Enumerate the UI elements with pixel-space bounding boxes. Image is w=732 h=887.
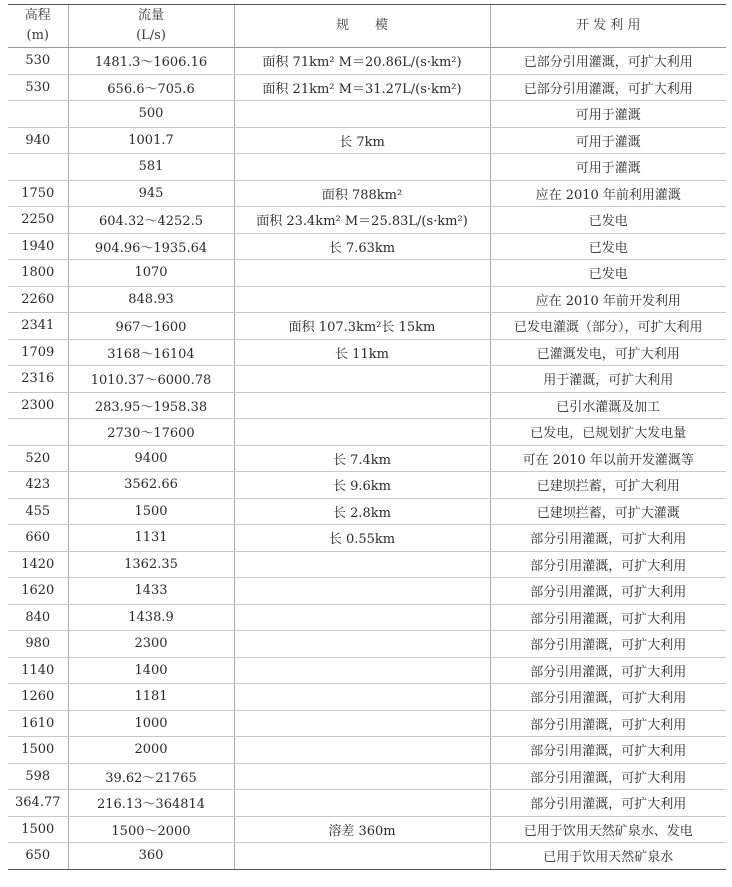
use-cell: 已部分引用灌溉，可扩大利用 <box>490 48 726 75</box>
elevation-cell: 1620 <box>8 578 68 605</box>
use-cell: 可用于灌溉 <box>490 154 726 181</box>
flow-cell: 216.13～364814 <box>68 790 234 817</box>
table-row <box>8 180 726 207</box>
use-cell: 部分引用灌溉，可扩大利用 <box>490 763 726 790</box>
elevation-cell: 423 <box>8 472 68 499</box>
flow-cell: 604.32～4252.5 <box>68 207 234 234</box>
header-elevation-unit: (m) <box>26 28 49 43</box>
table-row <box>8 816 726 843</box>
table-row <box>8 843 726 870</box>
scale-cell <box>234 657 490 684</box>
elevation-cell: 1940 <box>8 233 68 260</box>
use-cell: 部分引用灌溉，可扩大利用 <box>490 710 726 737</box>
elevation-cell: 1500 <box>8 816 68 843</box>
table-row <box>8 313 726 340</box>
elevation-cell: 980 <box>8 631 68 658</box>
scale-cell: 长 11km <box>234 339 490 366</box>
scale-cell: 长 0.55km <box>234 525 490 552</box>
flow-cell: 1181 <box>68 684 234 711</box>
use-cell: 部分引用灌溉，可扩大利用 <box>490 631 726 658</box>
scale-cell <box>234 101 490 128</box>
flow-cell: 1438.9 <box>68 604 234 631</box>
flow-cell: 848.93 <box>68 286 234 313</box>
flow-cell: 1070 <box>68 260 234 287</box>
flow-cell: 1010.37～6000.78 <box>68 366 234 393</box>
elevation-cell <box>8 101 68 128</box>
elevation-cell: 1800 <box>8 260 68 287</box>
table-row <box>8 419 726 446</box>
header-scale-label: 规 模 <box>335 18 388 33</box>
scale-cell <box>234 843 490 870</box>
scale-cell <box>234 631 490 658</box>
use-cell: 应在 2010 年前利用灌溉 <box>490 180 726 207</box>
table-row <box>8 578 726 605</box>
table-row <box>8 366 726 393</box>
scale-cell <box>234 737 490 764</box>
use-cell: 部分引用灌溉，可扩大利用 <box>490 525 726 552</box>
table-row <box>8 101 726 128</box>
elevation-cell: 2260 <box>8 286 68 313</box>
header-elevation <box>8 5 68 48</box>
table-row <box>8 339 726 366</box>
use-cell: 已建坝拦蓄，可扩大利用 <box>490 472 726 499</box>
table-row <box>8 604 726 631</box>
use-cell: 已引水灌溉及加工 <box>490 392 726 419</box>
scale-cell: 溶差 360m <box>234 816 490 843</box>
use-cell: 部分引用灌溉，可扩大利用 <box>490 737 726 764</box>
scale-cell: 长 2.8km <box>234 498 490 525</box>
table-row <box>8 472 726 499</box>
use-cell: 可在 2010 年以前开发灌溉等 <box>490 445 726 472</box>
elevation-cell: 364.77 <box>8 790 68 817</box>
elevation-cell: 2250 <box>8 207 68 234</box>
flow-cell: 1001.7 <box>68 127 234 154</box>
flow-cell: 1131 <box>68 525 234 552</box>
use-cell: 应在 2010 年前开发利用 <box>490 286 726 313</box>
flow-cell: 945 <box>68 180 234 207</box>
table-row <box>8 392 726 419</box>
elevation-cell: 530 <box>8 48 68 75</box>
flow-cell: 1500～2000 <box>68 816 234 843</box>
scale-cell <box>234 763 490 790</box>
table-row <box>8 737 726 764</box>
table-row <box>8 525 726 552</box>
flow-cell: 1000 <box>68 710 234 737</box>
flow-cell: 581 <box>68 154 234 181</box>
scale-cell: 长 7.4km <box>234 445 490 472</box>
elevation-cell: 840 <box>8 604 68 631</box>
header-flow <box>68 5 234 48</box>
scale-cell: 长 7.63km <box>234 233 490 260</box>
flow-cell: 283.95～1958.38 <box>68 392 234 419</box>
table-body <box>8 48 726 870</box>
header-flow-unit: (L/s) <box>136 28 166 43</box>
table-row <box>8 127 726 154</box>
scale-cell: 面积 71km² M＝20.86L/(s·km²) <box>234 48 490 75</box>
scale-cell <box>234 392 490 419</box>
use-cell: 已用于饮用天然矿泉水 <box>490 843 726 870</box>
use-cell: 已发电 <box>490 260 726 287</box>
header-use <box>490 5 726 48</box>
flow-cell: 1481.3～1606.16 <box>68 48 234 75</box>
elevation-cell: 1260 <box>8 684 68 711</box>
use-cell: 可用于灌溉 <box>490 127 726 154</box>
scale-cell: 长 9.6km <box>234 472 490 499</box>
table-row <box>8 445 726 472</box>
use-cell: 部分引用灌溉，可扩大利用 <box>490 790 726 817</box>
elevation-cell: 1750 <box>8 180 68 207</box>
scale-cell <box>234 790 490 817</box>
flow-cell: 1362.35 <box>68 551 234 578</box>
use-cell: 已发电 <box>490 233 726 260</box>
use-cell: 已发电灌溉（部分），可扩大利用 <box>490 313 726 340</box>
flow-cell: 360 <box>68 843 234 870</box>
elevation-cell: 650 <box>8 843 68 870</box>
flow-cell: 2000 <box>68 737 234 764</box>
elevation-cell: 2300 <box>8 392 68 419</box>
table-row <box>8 207 726 234</box>
table-row <box>8 710 726 737</box>
flow-cell: 1433 <box>68 578 234 605</box>
flow-cell: 9400 <box>68 445 234 472</box>
scale-cell <box>234 604 490 631</box>
use-cell: 已发电 <box>490 207 726 234</box>
elevation-cell: 1500 <box>8 737 68 764</box>
flow-cell: 1400 <box>68 657 234 684</box>
table-row <box>8 260 726 287</box>
elevation-cell: 2341 <box>8 313 68 340</box>
elevation-cell: 520 <box>8 445 68 472</box>
water-resources-table <box>8 4 726 870</box>
elevation-cell: 1140 <box>8 657 68 684</box>
scale-cell: 面积 23.4km² M＝25.83L/(s·km²) <box>234 207 490 234</box>
use-cell: 已灌溉发电，可扩大利用 <box>490 339 726 366</box>
use-cell: 部分引用灌溉，可扩大利用 <box>490 684 726 711</box>
scale-cell <box>234 684 490 711</box>
use-cell: 部分引用灌溉，可扩大利用 <box>490 551 726 578</box>
use-cell: 已建坝拦蓄，可扩大灌溉 <box>490 498 726 525</box>
scale-cell <box>234 551 490 578</box>
elevation-cell <box>8 419 68 446</box>
table-row <box>8 763 726 790</box>
table-row <box>8 74 726 101</box>
table-row <box>8 657 726 684</box>
elevation-cell: 940 <box>8 127 68 154</box>
use-cell: 已部分引用灌溉，可扩大利用 <box>490 74 726 101</box>
table-row <box>8 154 726 181</box>
use-cell: 可用于灌溉 <box>490 101 726 128</box>
scale-cell <box>234 366 490 393</box>
use-cell: 部分引用灌溉，可扩大利用 <box>490 657 726 684</box>
header-use-label: 开 发 利 用 <box>576 18 641 33</box>
elevation-cell: 455 <box>8 498 68 525</box>
elevation-cell: 1610 <box>8 710 68 737</box>
elevation-cell: 1709 <box>8 339 68 366</box>
scale-cell <box>234 578 490 605</box>
table-row <box>8 551 726 578</box>
scale-cell <box>234 154 490 181</box>
use-cell: 用于灌溉，可扩大利用 <box>490 366 726 393</box>
flow-cell: 3562.66 <box>68 472 234 499</box>
flow-cell: 1500 <box>68 498 234 525</box>
table-row <box>8 684 726 711</box>
table-row <box>8 790 726 817</box>
header-elevation-label: 高程 <box>24 8 51 23</box>
flow-cell: 656.6～705.6 <box>68 74 234 101</box>
scale-cell: 面积 21km² M＝31.27L/(s·km²) <box>234 74 490 101</box>
table-row <box>8 233 726 260</box>
flow-cell: 39.62～21765 <box>68 763 234 790</box>
flow-cell: 904.96～1935.64 <box>68 233 234 260</box>
table-row <box>8 498 726 525</box>
scale-cell <box>234 260 490 287</box>
elevation-cell <box>8 154 68 181</box>
table-row <box>8 631 726 658</box>
header-row <box>8 5 726 48</box>
scale-cell: 长 7km <box>234 127 490 154</box>
use-cell: 部分引用灌溉，可扩大利用 <box>490 578 726 605</box>
elevation-cell: 1420 <box>8 551 68 578</box>
flow-cell: 967～1600 <box>68 313 234 340</box>
elevation-cell: 598 <box>8 763 68 790</box>
elevation-cell: 2316 <box>8 366 68 393</box>
table-row <box>8 286 726 313</box>
scale-cell: 面积 107.3km²长 15km <box>234 313 490 340</box>
flow-cell: 3168～16104 <box>68 339 234 366</box>
elevation-cell: 530 <box>8 74 68 101</box>
header-flow-label: 流量 <box>137 8 164 23</box>
scale-cell <box>234 419 490 446</box>
scale-cell: 面积 788km² <box>234 180 490 207</box>
scale-cell <box>234 710 490 737</box>
use-cell: 已发电，已规划扩大发电量 <box>490 419 726 446</box>
scale-cell <box>234 286 490 313</box>
table-row <box>8 48 726 75</box>
use-cell: 已用于饮用天然矿泉水、发电 <box>490 816 726 843</box>
use-cell: 部分引用灌溉，可扩大利用 <box>490 604 726 631</box>
flow-cell: 500 <box>68 101 234 128</box>
elevation-cell: 660 <box>8 525 68 552</box>
flow-cell: 2730～17600 <box>68 419 234 446</box>
flow-cell: 2300 <box>68 631 234 658</box>
header-scale <box>234 5 490 48</box>
